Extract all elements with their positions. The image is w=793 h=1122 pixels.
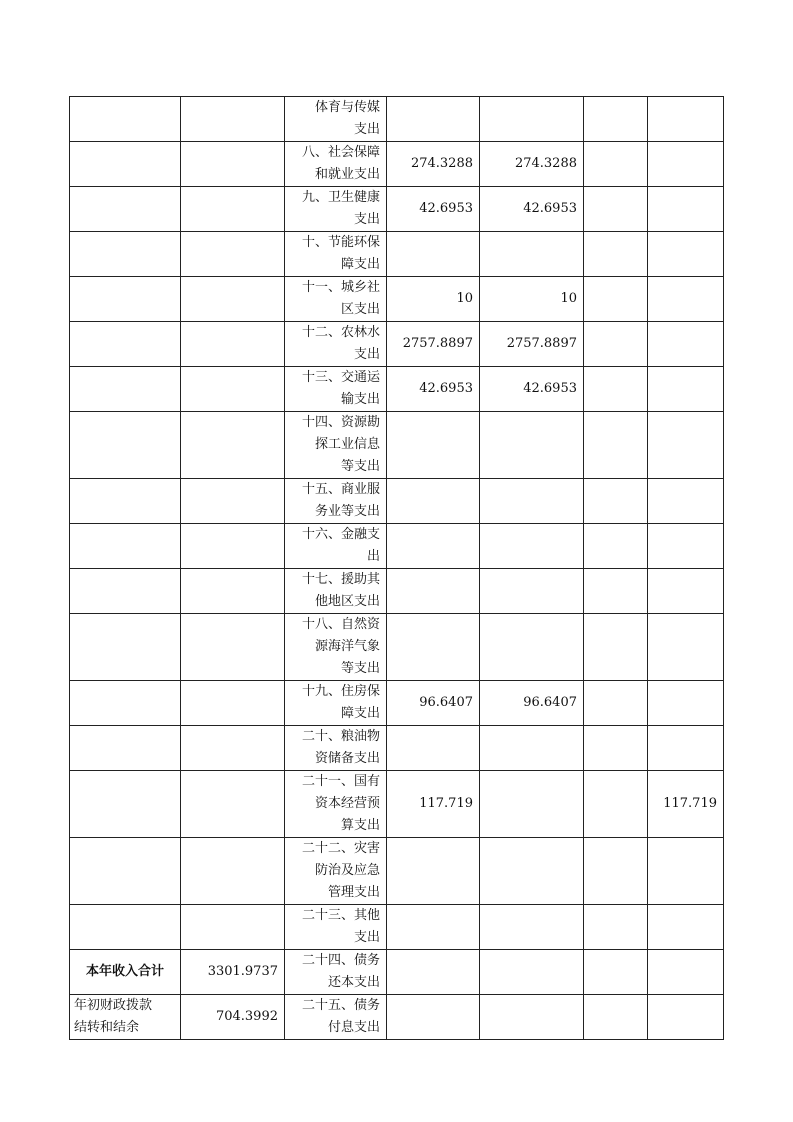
income-amount-cell	[181, 569, 285, 614]
income-amount-cell	[181, 142, 285, 187]
expense-item-line: 资本经营预	[314, 796, 380, 811]
income-item-cell	[70, 771, 181, 838]
total-amount-cell	[387, 614, 480, 681]
state-amount-cell	[648, 367, 724, 412]
expense-item-line: 十二、农林水	[301, 325, 380, 340]
table-row	[70, 142, 724, 187]
general-amount-cell: 96.6407	[480, 681, 584, 726]
expense-item-cell	[285, 367, 387, 412]
expense-item-cell	[285, 995, 387, 1040]
state-amount-cell	[648, 614, 724, 681]
fund-amount-cell	[584, 905, 648, 950]
table-row	[70, 367, 724, 412]
expense-item-line: 支出	[353, 347, 380, 362]
expense-item-line: 支出	[353, 122, 380, 137]
income-item-cell	[70, 995, 181, 1040]
expense-item-line: 防治及应急	[314, 863, 380, 878]
income-item-line: 年初财政拨款	[74, 998, 153, 1013]
state-amount-cell	[648, 277, 724, 322]
total-amount-cell	[387, 838, 480, 905]
income-amount-cell	[181, 614, 285, 681]
fund-amount-cell	[584, 187, 648, 232]
general-amount-cell	[480, 232, 584, 277]
fund-amount-cell	[584, 950, 648, 995]
table-row	[70, 524, 724, 569]
general-amount-cell	[480, 524, 584, 569]
expense-item-line: 障支出	[340, 706, 380, 721]
income-item-cell	[70, 726, 181, 771]
expense-item-line: 出	[366, 549, 380, 564]
expense-item-cell	[285, 771, 387, 838]
fund-amount-cell	[584, 681, 648, 726]
total-amount-cell: 10	[387, 277, 480, 322]
expense-item-cell	[285, 726, 387, 771]
income-amount-cell	[181, 367, 285, 412]
fund-amount-cell	[584, 838, 648, 905]
table-row	[70, 232, 724, 277]
expense-item-line: 付息支出	[327, 1020, 380, 1035]
fund-amount-cell	[584, 412, 648, 479]
expense-item-line: 区支出	[340, 302, 380, 317]
fund-amount-cell	[584, 277, 648, 322]
expense-item-cell	[285, 681, 387, 726]
table-row	[70, 838, 724, 905]
income-amount-cell	[181, 187, 285, 232]
expense-item-line: 和就业支出	[314, 167, 380, 182]
expense-item-line: 二十二、灾害	[301, 841, 380, 856]
state-amount-cell	[648, 569, 724, 614]
expense-item-line: 输支出	[340, 392, 380, 407]
fund-amount-cell	[584, 524, 648, 569]
general-amount-cell	[480, 995, 584, 1040]
total-amount-cell	[387, 524, 480, 569]
total-amount-cell	[387, 479, 480, 524]
expense-item-line: 十三、交通运	[301, 370, 380, 385]
income-item-cell	[70, 905, 181, 950]
total-amount-cell	[387, 569, 480, 614]
general-amount-cell	[480, 771, 584, 838]
fund-amount-cell	[584, 479, 648, 524]
expense-item-cell	[285, 479, 387, 524]
expense-item-cell	[285, 412, 387, 479]
expense-item-line: 务业等支出	[314, 504, 380, 519]
table-row	[70, 950, 724, 995]
state-amount-cell	[648, 995, 724, 1040]
expense-item-cell	[285, 569, 387, 614]
state-amount-cell	[648, 412, 724, 479]
fund-amount-cell	[584, 771, 648, 838]
expense-item-cell	[285, 838, 387, 905]
budget-table	[69, 96, 724, 1040]
expense-item-cell	[285, 950, 387, 995]
expense-item-line: 十一、城乡社	[301, 280, 380, 295]
income-item-cell	[70, 569, 181, 614]
income-item-cell	[70, 479, 181, 524]
state-amount-cell	[648, 97, 724, 142]
table-row	[70, 322, 724, 367]
expense-item-cell	[285, 322, 387, 367]
total-amount-cell: 117.719	[387, 771, 480, 838]
income-amount-cell	[181, 905, 285, 950]
expense-item-line: 障支出	[340, 257, 380, 272]
general-amount-cell	[480, 412, 584, 479]
state-amount-cell	[648, 905, 724, 950]
table-row	[70, 187, 724, 232]
income-amount-cell	[181, 838, 285, 905]
general-amount-cell: 10	[480, 277, 584, 322]
income-item-cell: 本年收入合计	[70, 950, 181, 995]
general-amount-cell: 2757.8897	[480, 322, 584, 367]
total-amount-cell	[387, 905, 480, 950]
expense-item-line: 支出	[353, 930, 380, 945]
expense-item-cell	[285, 187, 387, 232]
total-amount-cell: 96.6407	[387, 681, 480, 726]
expense-item-line: 二十一、国有	[301, 774, 380, 789]
general-amount-cell	[480, 479, 584, 524]
fund-amount-cell	[584, 142, 648, 187]
expense-item-line: 等支出	[340, 459, 380, 474]
expense-item-cell	[285, 142, 387, 187]
table-row	[70, 614, 724, 681]
income-amount-cell	[181, 232, 285, 277]
expense-item-line: 十五、商业服	[301, 482, 380, 497]
general-amount-cell	[480, 950, 584, 995]
expense-item-line: 他地区支出	[314, 594, 380, 609]
expense-item-line: 支出	[353, 212, 380, 227]
income-amount-cell	[181, 277, 285, 322]
expense-item-line: 还本支出	[327, 975, 380, 990]
fund-amount-cell	[584, 322, 648, 367]
total-amount-cell	[387, 97, 480, 142]
state-amount-cell	[648, 838, 724, 905]
expense-item-line: 探工业信息	[314, 437, 380, 452]
income-amount-cell	[181, 681, 285, 726]
general-amount-cell: 274.3288	[480, 142, 584, 187]
expense-item-line: 算支出	[340, 818, 380, 833]
income-item-cell	[70, 614, 181, 681]
expense-item-line: 资储备支出	[314, 751, 380, 766]
expense-item-cell	[285, 614, 387, 681]
table-row	[70, 479, 724, 524]
expense-item-line: 二十三、其他	[301, 908, 380, 923]
expense-item-line: 二十、粮油物	[301, 729, 380, 744]
income-amount-cell	[181, 412, 285, 479]
general-amount-cell: 42.6953	[480, 187, 584, 232]
total-amount-cell: 42.6953	[387, 187, 480, 232]
state-amount-cell	[648, 232, 724, 277]
state-amount-cell	[648, 950, 724, 995]
income-amount-cell: 3301.9737	[181, 950, 285, 995]
expense-item-line: 管理支出	[327, 885, 380, 900]
state-amount-cell	[648, 187, 724, 232]
expense-item-line: 八、社会保障	[301, 145, 380, 160]
expense-item-line: 十八、自然资	[301, 617, 380, 632]
total-amount-cell	[387, 995, 480, 1040]
total-amount-cell	[387, 726, 480, 771]
total-amount-cell	[387, 412, 480, 479]
expense-item-line: 源海洋气象	[314, 639, 380, 654]
general-amount-cell	[480, 905, 584, 950]
general-amount-cell: 42.6953	[480, 367, 584, 412]
expense-item-line: 十六、金融支	[301, 527, 380, 542]
expense-item-line: 体育与传媒	[314, 100, 380, 115]
state-amount-cell	[648, 681, 724, 726]
total-amount-cell	[387, 232, 480, 277]
income-item-cell	[70, 97, 181, 142]
income-amount-cell	[181, 524, 285, 569]
state-amount-cell	[648, 524, 724, 569]
total-amount-cell: 42.6953	[387, 367, 480, 412]
income-item-cell	[70, 232, 181, 277]
state-amount-cell	[648, 479, 724, 524]
total-amount-cell	[387, 950, 480, 995]
income-amount-cell	[181, 97, 285, 142]
fund-amount-cell	[584, 232, 648, 277]
general-amount-cell	[480, 569, 584, 614]
general-amount-cell	[480, 726, 584, 771]
general-amount-cell	[480, 838, 584, 905]
expense-item-line: 二十五、债务	[301, 998, 380, 1013]
table-row	[70, 412, 724, 479]
table-row	[70, 771, 724, 838]
income-item-cell	[70, 412, 181, 479]
expense-item-line: 十七、援助其	[301, 572, 380, 587]
expense-item-line: 十四、资源勘	[301, 415, 380, 430]
income-item-cell	[70, 187, 181, 232]
income-amount-cell	[181, 322, 285, 367]
table-body	[70, 97, 724, 1040]
income-item-cell	[70, 277, 181, 322]
table-row	[70, 905, 724, 950]
fund-amount-cell	[584, 726, 648, 771]
fund-amount-cell	[584, 97, 648, 142]
state-amount-cell: 117.719	[648, 771, 724, 838]
income-amount-cell: 704.3992	[181, 995, 285, 1040]
income-item-cell	[70, 322, 181, 367]
table-row	[70, 995, 724, 1040]
income-item-cell	[70, 367, 181, 412]
fund-amount-cell	[584, 367, 648, 412]
income-item-cell	[70, 524, 181, 569]
income-item-cell	[70, 838, 181, 905]
expense-item-line: 二十四、债务	[301, 953, 380, 968]
expense-item-cell	[285, 524, 387, 569]
income-amount-cell	[181, 479, 285, 524]
expense-item-line: 等支出	[340, 661, 380, 676]
general-amount-cell	[480, 614, 584, 681]
total-amount-cell: 274.3288	[387, 142, 480, 187]
state-amount-cell	[648, 322, 724, 367]
table-row	[70, 569, 724, 614]
expense-item-cell	[285, 905, 387, 950]
expense-item-cell	[285, 277, 387, 322]
expense-item-cell	[285, 232, 387, 277]
expense-item-line: 九、卫生健康	[301, 190, 380, 205]
state-amount-cell	[648, 726, 724, 771]
fund-amount-cell	[584, 995, 648, 1040]
fund-amount-cell	[584, 569, 648, 614]
state-amount-cell	[648, 142, 724, 187]
fund-amount-cell	[584, 614, 648, 681]
table-row	[70, 681, 724, 726]
expense-item-line: 十九、住房保	[301, 684, 380, 699]
income-item-line: 结转和结余	[74, 1020, 140, 1035]
expense-item-line: 十、节能环保	[301, 235, 380, 250]
total-amount-cell: 2757.8897	[387, 322, 480, 367]
income-item-cell	[70, 681, 181, 726]
table-row	[70, 277, 724, 322]
income-amount-cell	[181, 771, 285, 838]
general-amount-cell	[480, 97, 584, 142]
table-row	[70, 726, 724, 771]
income-amount-cell	[181, 726, 285, 771]
expense-item-cell	[285, 97, 387, 142]
table-row	[70, 97, 724, 142]
income-item-cell	[70, 142, 181, 187]
